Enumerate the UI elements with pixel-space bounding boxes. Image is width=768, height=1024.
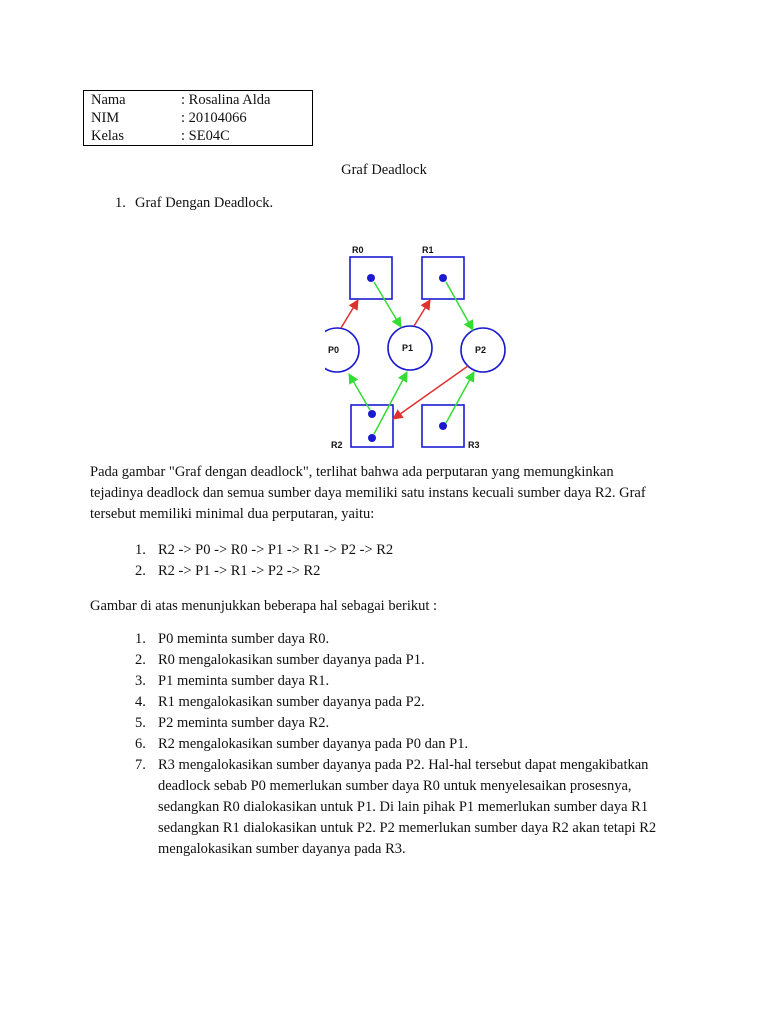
process-label: P1 bbox=[402, 343, 414, 353]
list-number: 1. bbox=[135, 542, 146, 558]
list-text: R0 mengalokasikan sumber dayanya pada P1. bbox=[158, 652, 425, 668]
deadlock-graph bbox=[325, 238, 515, 453]
info-value: : Rosalina Alda bbox=[181, 92, 271, 108]
list-number: 2. bbox=[135, 652, 146, 668]
list-item bbox=[0, 755, 768, 860]
resource-r3 bbox=[422, 405, 480, 450]
assignment-edge-r1-p2 bbox=[446, 282, 473, 330]
list-text: R2 mengalokasikan sumber dayanya pada P0 dan P1. bbox=[158, 736, 469, 752]
request-edge-p0-r0 bbox=[341, 300, 358, 328]
list-text: mengalokasikan sumber dayanya pada R3. bbox=[158, 841, 406, 857]
list-text: R2 -> P1 -> R1 -> P2 -> R2 bbox=[158, 563, 321, 579]
list-number: 1. bbox=[135, 631, 146, 647]
assignment-edge-r3-p2 bbox=[446, 372, 474, 423]
request-edge-p2-r2 bbox=[393, 366, 468, 419]
list-text: deadlock sebab P0 memerlukan sumber daya R0 untuk menyelesaikan prosesnya, bbox=[158, 778, 632, 794]
paragraph-line: Pada gambar "Graf dengan deadlock", terlihat bahwa ada perputaran yang memungkinkan bbox=[90, 464, 614, 480]
info-value: : 20104066 bbox=[181, 110, 247, 126]
list-number: 3. bbox=[135, 673, 146, 689]
list-text: P1 meminta sumber daya R1. bbox=[158, 673, 330, 689]
list-text: sedangkan R0 dialokasikan untuk P1. Di lain pihak P1 memerlukan sumber daya R1 bbox=[158, 799, 649, 815]
section-number: 1. bbox=[115, 195, 126, 211]
resource-label: R1 bbox=[422, 245, 434, 255]
assignment-edge-r0-p1 bbox=[374, 282, 401, 327]
list-number: 2. bbox=[135, 563, 146, 579]
section-heading-text: Graf Dengan Deadlock. bbox=[135, 195, 274, 211]
list-text: R3 mengalokasikan sumber dayanya pada P2. Hal-hal tersebut dapat mengakibatkan bbox=[158, 757, 649, 773]
list-number: 7. bbox=[135, 757, 146, 773]
list-text: sedangkan R1 dialokasikan untuk P2. P2 memerlukan sumber daya R2 akan tetapi R2 bbox=[158, 820, 657, 836]
list-text: P0 meminta sumber daya R0. bbox=[158, 631, 330, 647]
process-label: P2 bbox=[475, 345, 487, 355]
cycle-list bbox=[0, 540, 768, 584]
process-label: P0 bbox=[328, 345, 340, 355]
resource-r2 bbox=[331, 405, 393, 450]
student-info-box bbox=[83, 90, 313, 146]
resource-label: R3 bbox=[468, 440, 480, 450]
assignment-edge-r2-p1 bbox=[374, 372, 407, 434]
paragraph-line: tersebut memiliki minimal dua perputaran, yaitu: bbox=[90, 506, 375, 522]
list-text: P2 meminta sumber daya R2. bbox=[158, 715, 330, 731]
info-value: : SE04C bbox=[181, 128, 230, 144]
list-number: 5. bbox=[135, 715, 146, 731]
resource-r0 bbox=[350, 245, 392, 299]
list-number: 6. bbox=[135, 736, 146, 752]
paragraph-intro bbox=[90, 462, 646, 525]
list-text: R2 -> P0 -> R0 -> P1 -> R1 -> P2 -> R2 bbox=[158, 542, 394, 558]
list-text: R1 mengalokasikan sumber dayanya pada P2. bbox=[158, 694, 425, 710]
resource-label: R0 bbox=[352, 245, 364, 255]
paragraph-line: tejadinya deadlock dan semua sumber daya memiliki satu instans kecuali sumber daya R2. Graf bbox=[90, 485, 646, 501]
resource-r1 bbox=[422, 245, 464, 299]
request-edge-p1-r1 bbox=[414, 300, 430, 326]
info-key: Nama bbox=[91, 92, 126, 108]
points-list bbox=[0, 629, 768, 859]
resource-label: R2 bbox=[331, 440, 343, 450]
info-key: Kelas bbox=[91, 128, 125, 144]
document-title: Graf Deadlock bbox=[341, 162, 427, 178]
paragraph-points-intro: Gambar di atas menunjukkan beberapa hal sebagai berikut : bbox=[90, 598, 438, 614]
info-key: NIM bbox=[91, 110, 120, 126]
list-number: 4. bbox=[135, 694, 146, 710]
